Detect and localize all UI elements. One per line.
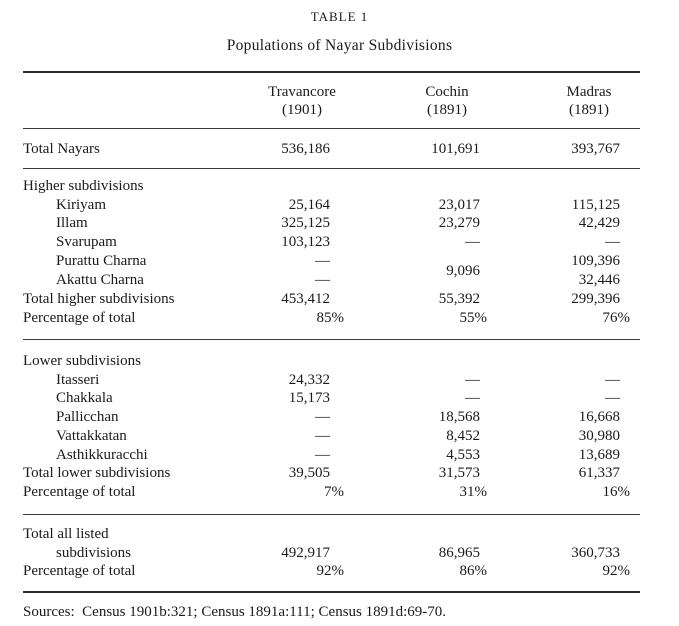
- section-rule: [23, 514, 640, 515]
- cell-travancore: —: [315, 253, 330, 269]
- table-number: TABLE 1: [310, 9, 369, 24]
- row-label: Total lower subdivisions: [23, 465, 171, 481]
- section-rule: [23, 339, 640, 340]
- row-label: Itasseri: [56, 372, 100, 388]
- cell-cochin: 55%: [459, 310, 487, 326]
- row-label: Svarupam: [56, 234, 117, 250]
- top-rule: [23, 71, 640, 73]
- cell-madras: —: [605, 234, 620, 250]
- cell-cochin: 31%: [459, 484, 487, 500]
- cell-travancore: 92%: [316, 563, 344, 579]
- cell-travancore: —: [315, 428, 330, 444]
- cell-cochin: 8,452: [446, 428, 480, 444]
- cell-madras: 115,125: [571, 197, 620, 213]
- row-label: Percentage of total: [23, 484, 136, 500]
- row-label: Kiriyam: [56, 197, 106, 213]
- row-label: Total higher subdivisions: [23, 291, 175, 307]
- row-label: Chakkala: [56, 390, 113, 406]
- cell-cochin: 31,573: [438, 465, 480, 481]
- cell-cochin: 86,965: [438, 545, 480, 561]
- column-year: (1891): [427, 102, 467, 118]
- cell-travancore: —: [315, 447, 330, 463]
- cell-cochin: 55,392: [438, 291, 480, 307]
- cell-cochin: 23,017: [438, 197, 480, 213]
- cell-madras: 42,429: [578, 215, 620, 231]
- row-label: Akattu Charna: [56, 272, 144, 288]
- row-label: Total Nayars: [23, 141, 100, 157]
- cell-madras: 360,733: [571, 545, 620, 561]
- cell-madras: 32,446: [578, 272, 620, 288]
- cell-madras: 299,396: [571, 291, 620, 307]
- cell-cochin: —: [465, 390, 480, 406]
- cell-cochin-charna-combined: 9,096: [446, 263, 480, 279]
- column-name: Travancore: [268, 84, 336, 100]
- column-name: Madras: [566, 84, 612, 100]
- cell-cochin: 23,279: [438, 215, 480, 231]
- cell-travancore: 453,412: [281, 291, 330, 307]
- cell-cochin: 4,553: [446, 447, 480, 463]
- cell-travancore: 25,164: [288, 197, 330, 213]
- section-rule: [23, 168, 640, 169]
- cell-madras: 109,396: [571, 253, 620, 269]
- row-label: Percentage of total: [23, 310, 136, 326]
- cell-travancore: —: [315, 272, 330, 288]
- header-rule: [23, 128, 640, 129]
- cell-cochin: —: [465, 372, 480, 388]
- sources-note: Sources: Census 1901b:321; Census 1891a:111; Census 1891d:69-70.: [23, 604, 447, 620]
- row-label-all-line1: Total all listed: [23, 526, 109, 542]
- cell-madras: 30,980: [578, 428, 620, 444]
- cell-madras: 61,337: [578, 465, 620, 481]
- bottom-rule: [23, 591, 640, 593]
- cell-travancore: 24,332: [288, 372, 330, 388]
- cell-travancore: 103,123: [281, 234, 330, 250]
- cell-madras: 76%: [602, 310, 630, 326]
- section-heading-higher: Higher subdivisions: [23, 178, 144, 194]
- section-heading-lower: Lower subdivisions: [23, 353, 141, 369]
- row-label: Percentage of total: [23, 563, 136, 579]
- row-label: Asthikkuracchi: [56, 447, 148, 463]
- cell-madras: 16,668: [578, 409, 620, 425]
- column-name: Cochin: [425, 84, 469, 100]
- cell-travancore: 85%: [316, 310, 344, 326]
- cell-madras: 92%: [602, 563, 630, 579]
- cell-cochin: 86%: [459, 563, 487, 579]
- cell-travancore: 492,917: [281, 545, 330, 561]
- cell-travancore: 39,505: [288, 465, 330, 481]
- row-label: Vattakkatan: [56, 428, 127, 444]
- cell-madras: 13,689: [578, 447, 620, 463]
- column-header-travancore: [247, 83, 357, 119]
- cell-travancore: —: [315, 409, 330, 425]
- cell-cochin: 101,691: [431, 141, 480, 157]
- cell-cochin: 18,568: [438, 409, 480, 425]
- cell-madras: —: [605, 390, 620, 406]
- column-year: (1891): [569, 102, 609, 118]
- row-label: Pallicchan: [56, 409, 119, 425]
- cell-travancore: 7%: [324, 484, 344, 500]
- cell-cochin: —: [465, 234, 480, 250]
- cell-travancore: 536,186: [281, 141, 330, 157]
- row-label: Illam: [56, 215, 88, 231]
- row-label: Purattu Charna: [56, 253, 147, 269]
- row-label: subdivisions: [56, 545, 132, 561]
- cell-madras: 16%: [602, 484, 630, 500]
- cell-travancore: 325,125: [281, 215, 330, 231]
- column-header-cochin: [392, 83, 502, 119]
- cell-madras: —: [605, 372, 620, 388]
- column-header-madras: [534, 83, 644, 119]
- table-title: Populations of Nayar Subdivisions: [226, 37, 453, 54]
- cell-travancore: 15,173: [288, 390, 330, 406]
- cell-madras: 393,767: [571, 141, 620, 157]
- column-year: (1901): [282, 102, 322, 118]
